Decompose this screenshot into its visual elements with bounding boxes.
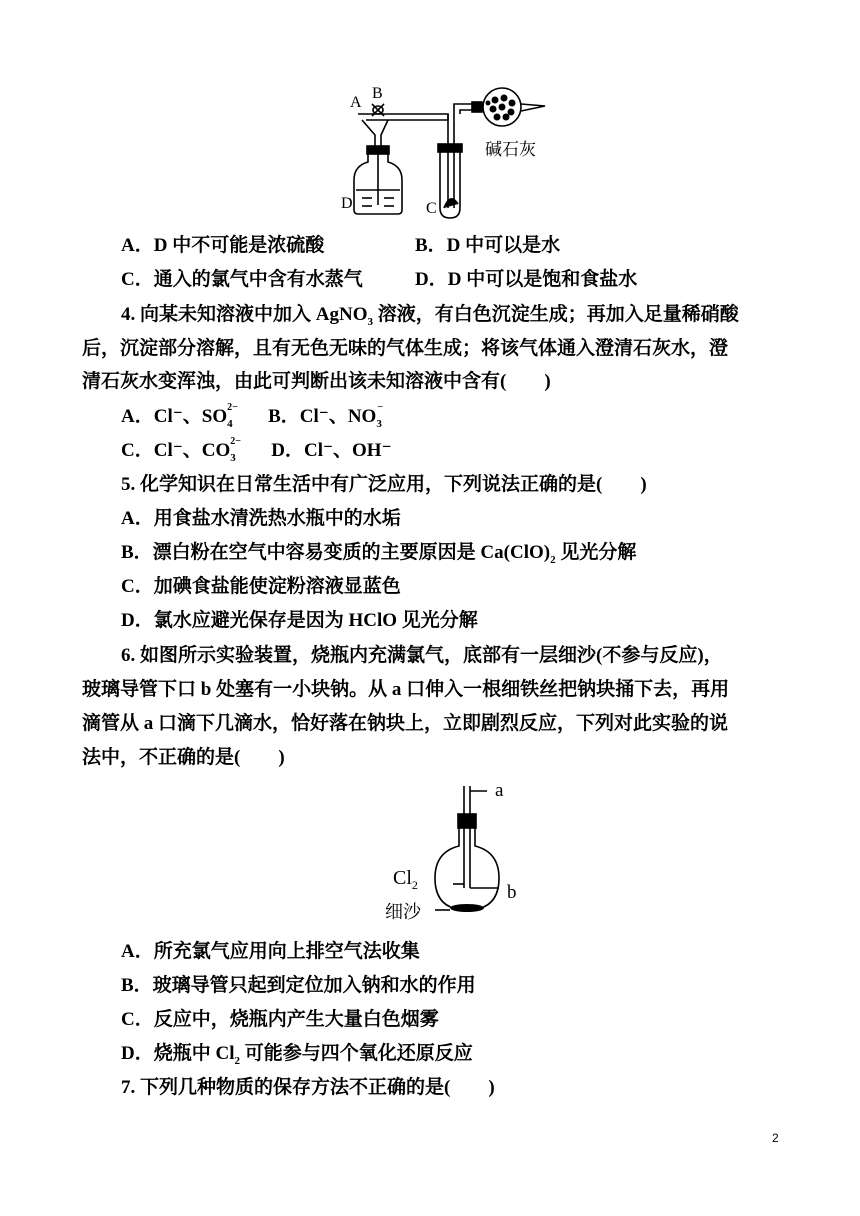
figure-flask-apparatus — [375, 778, 535, 928]
q3-option-b: B．D 中可以是水 — [415, 235, 561, 256]
q3-option-a: A．D 中不可能是浓硫酸 — [121, 235, 325, 256]
figure2-label-b: b — [507, 882, 517, 903]
q3-option-c: C．通入的氯气中含有水蒸气 — [121, 269, 363, 290]
q4-stem-line2: 后，沉淀部分溶解，且有无色无味的气体生成；将该气体通入澄清石灰水，澄 — [82, 338, 729, 359]
q4-option-c: C．Cl⁻、$CO_3$ 2− — [121, 436, 241, 464]
figure2-label-sand: 细沙 — [385, 902, 421, 922]
q4-stem-line1 — [121, 303, 739, 327]
q5-option-a: A．用食盐水清洗热水瓶中的水垢 — [121, 508, 401, 529]
page-number: 2 — [772, 1131, 779, 1145]
figure-gas-apparatus — [340, 80, 565, 220]
q3-option-d: D．D 中可以是饱和食盐水 — [415, 269, 638, 290]
q5-option-b: B．漂白粉在空气中容易变质的主要原因是 $Ca(ClO)_2$ 见光分解 — [121, 542, 637, 566]
q6-stem-line4: 法中，不正确的是( ) — [82, 747, 285, 768]
q5-option-d: D．氯水应避光保存是因为 HClO 见光分解 — [121, 610, 478, 631]
figure1-label-b: B — [372, 85, 383, 102]
figure2-label-cl2: $Cl_2$ — [393, 867, 418, 892]
q4-stem-line3: 清石灰水变浑浊，由此可判断出该未知溶液中含有( ) — [82, 371, 551, 392]
q6-stem-line2: 玻璃导管下口 b 处塞有一小块钠。从 a 口伸入一根细铁丝把钠块捅下去，再用 — [82, 679, 730, 700]
q4-option-d: D．Cl⁻、OH⁻ — [271, 440, 392, 461]
q5-stem: 5. 化学知识在日常生活中有广泛应用，下列说法正确的是( ) — [121, 474, 647, 495]
figure1-label-c: C — [426, 200, 437, 217]
q6-stem-line3: 滴管从 a 口滴下几滴水，恰好落在钠块上，立即剧烈反应，下列对此实验的说 — [82, 713, 729, 734]
q7-stem: 7. 下列几种物质的保存方法不正确的是( ) — [121, 1077, 495, 1098]
q5-option-c: C．加碘食盐能使淀粉溶液显蓝色 — [121, 576, 401, 597]
q6-option-b: B．玻璃导管只起到定位加入钠和水的作用 — [121, 975, 476, 996]
q4-option-a: A．Cl⁻、$SO_4$ 2− — [121, 402, 238, 430]
figure2-label-a: a — [495, 780, 504, 801]
q4-line1-pre: 4. 向某未知溶液中加入 AgNO — [121, 304, 368, 325]
q6-option-c: C．反应中，烧瓶内产生大量白色烟雾 — [121, 1009, 439, 1030]
figure1-label-a: A — [350, 94, 362, 111]
figure1-caption-soda-lime: 碱石灰 — [485, 140, 536, 159]
q4-option-b: B．Cl⁻、$NO_3$ − — [268, 402, 384, 430]
q4-line1-post: 溶液，有白色沉淀生成；再加入足量稀硝酸 — [372, 304, 739, 325]
q4-line1-sub: 3 — [367, 315, 373, 328]
figure1-label-d: D — [341, 195, 353, 212]
q4-options-row2 — [121, 436, 392, 465]
q6-option-d: D．烧瓶中 $Cl_2$ 可能参与四个氧化还原反应 — [121, 1043, 473, 1067]
q6-option-a: A．所充氯气应用向上排空气法收集 — [121, 941, 420, 962]
q4-options-row1 — [121, 402, 384, 431]
q6-stem-line1: 6. 如图所示实验装置，烧瓶内充满氯气，底部有一层细沙(不参与反应)， — [121, 645, 723, 666]
